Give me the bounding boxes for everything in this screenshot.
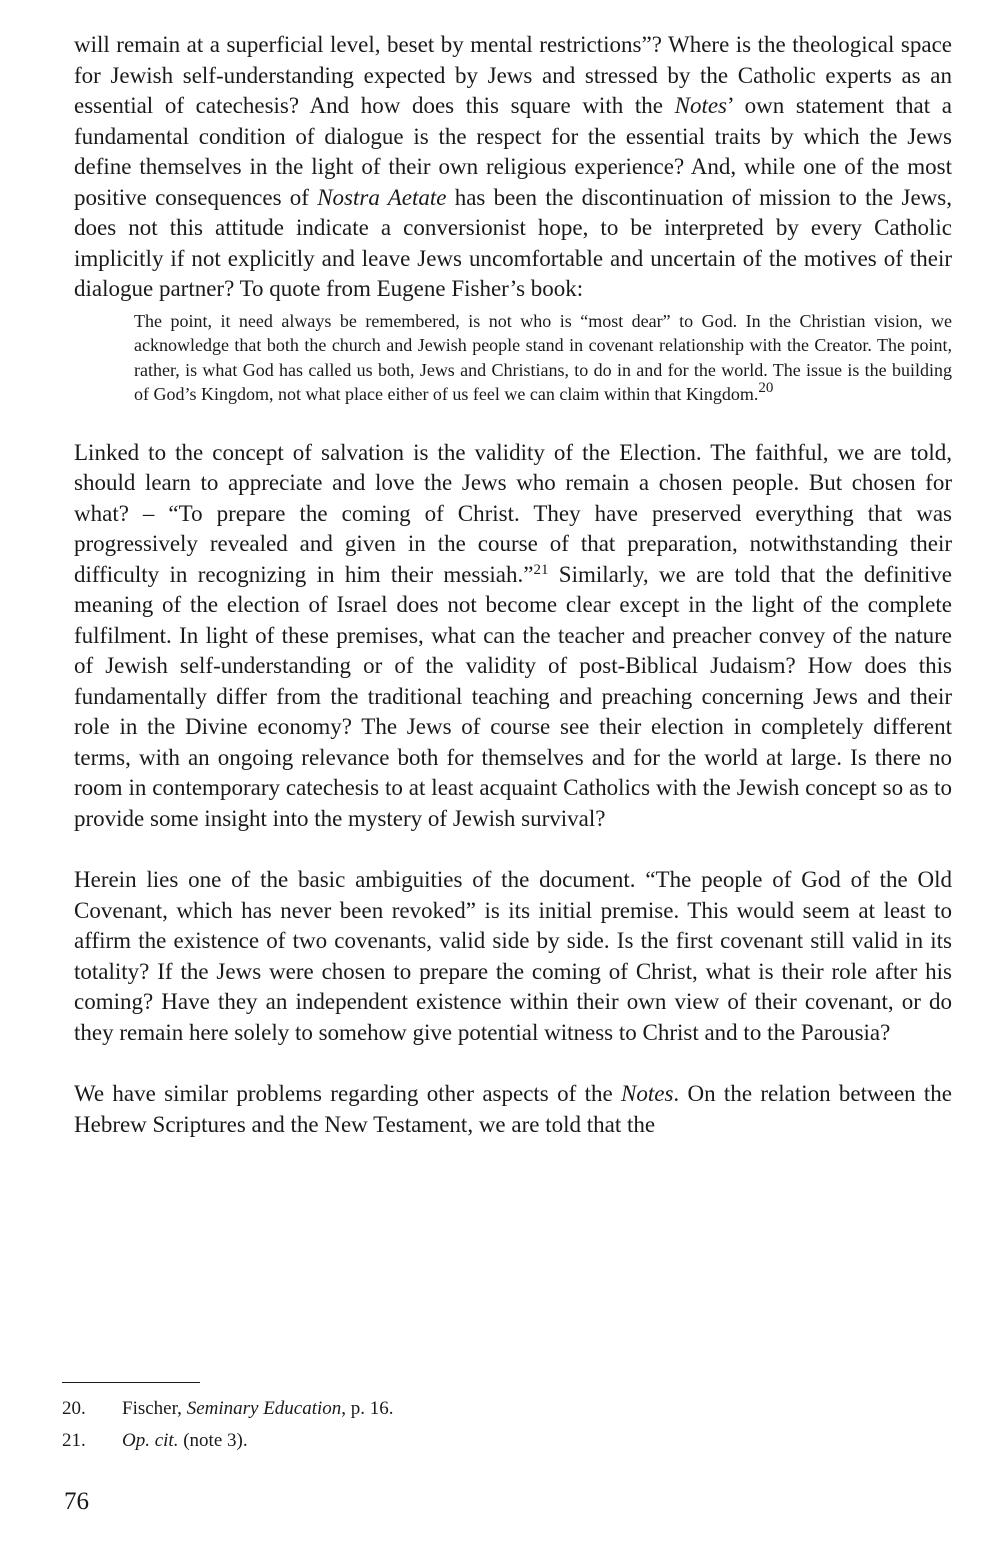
footnotes bbox=[62, 1382, 942, 1457]
footnote-title: Op. cit. bbox=[122, 1430, 179, 1451]
paragraph-2 bbox=[74, 438, 952, 835]
footnote-ref-21: 21 bbox=[533, 561, 549, 578]
paragraph-1 bbox=[74, 30, 952, 305]
footnote-rule bbox=[62, 1382, 200, 1383]
footnote-20 bbox=[62, 1393, 942, 1425]
footnote-title: Seminary Education bbox=[186, 1398, 342, 1419]
footnote-21 bbox=[62, 1425, 942, 1457]
footnote-author: Fischer, bbox=[122, 1398, 187, 1419]
text-run: will remain at a superficial level, beset by mental restrictions”? Where is the theological space for Jewish self-understanding expected by Jews and stressed by the Catholic experts as an essential of catechesis? And how does this square with the bbox=[74, 32, 952, 118]
text-run: ’ own statement that a fundamental condition of dialogue is the respect for the essential traits by which the Jews define themselves in the light of their own religious experience? And, while one of the most positive consequences of bbox=[74, 93, 952, 210]
italic-notes: Notes bbox=[621, 1081, 674, 1106]
page-number: 76 bbox=[64, 1488, 89, 1515]
footnote-number: 20. bbox=[62, 1398, 86, 1419]
text-run: Linked to the concept of salvation is the validity of the Election. The faithful, we are told, should learn to appreciate and love the Jews who remain a chosen people. But chosen for what? – “To prepare the coming of Christ. They have preserved everything that was progressively revealed and given in the course of that preparation, notwithstanding their difficulty in recognizing in him their messiah.” bbox=[74, 439, 952, 587]
text-run: has been the discontinuation of mission to the Jews, does not this attitude indicate a conversionist hope, to be interpreted by every Catholic implicitly if not explicitly and leave Jews uncomfortable and uncertain of the motives of their dialogue partner? To quote from Eugene Fisher’s book: bbox=[74, 184, 952, 301]
text-run: We have similar problems regarding other aspects of the bbox=[74, 1081, 622, 1106]
footnote-text bbox=[122, 1425, 248, 1457]
footnote-rest: , p. 16. bbox=[341, 1398, 394, 1419]
page-body bbox=[74, 30, 952, 1140]
footnote-rest: (note 3). bbox=[178, 1430, 248, 1451]
footnote-number: 21. bbox=[62, 1430, 86, 1451]
text-run: . On the relation between the Hebrew Scriptures and the New Testament, we are told that the bbox=[74, 1081, 952, 1137]
text-run: Similarly, we are told that the definitive meaning of the election of Israel does not become clear except in the light of the complete fulfilment. In light of these premises, what can the teacher and preacher convey of the nature of Jewish self-understanding or of the validity of post-Biblical Judaism? How does this fundamentally differ from the traditional teaching and preaching concerning Jews and their role in the Divine economy? The Jews of course see their election in completely different terms, with an ongoing relevance both for themselves and for the world at large. Is there no room in contemporary catechesis to at least acquaint Catholics with the Jewish concept so as to provide some insight into the mystery of Jewish survival? bbox=[74, 561, 952, 831]
footnote-text bbox=[122, 1393, 394, 1425]
paragraph-4 bbox=[74, 1079, 952, 1140]
footnote-ref-20: 20 bbox=[758, 380, 774, 396]
italic-notes: Notes bbox=[674, 93, 727, 118]
paragraph-3: Herein lies one of the basic ambiguities of the document. “The people of God of the Old Covenant, which has never been revoked” is its initial premise. This would seem at least to affirm the existence of two covenants, valid side by side. Is the first covenant still valid in its totality? If the Jews were chosen to prepare the coming of Christ, what is their role after his coming? Have they an independent existence within their own view of their covenant, or do they remain here solely to somehow give potential witness to Christ and to the Parousia? bbox=[74, 867, 952, 1045]
quote-text: The point, it need always be remembered, is not who is “most dear” to God. In the Christian vision, we acknowledge that both the church and Jewish people stand in covenant relationship with the Creator. The point, rather, is what God has called us both, Jews and Christians, to do in and for the world. The issue is the building of God’s Kingdom, not what place either of us feel we can claim within that Kingdom. bbox=[134, 310, 952, 404]
italic-nostra-aetate: Nostra Aetate bbox=[317, 184, 447, 210]
block-quote bbox=[134, 309, 952, 407]
